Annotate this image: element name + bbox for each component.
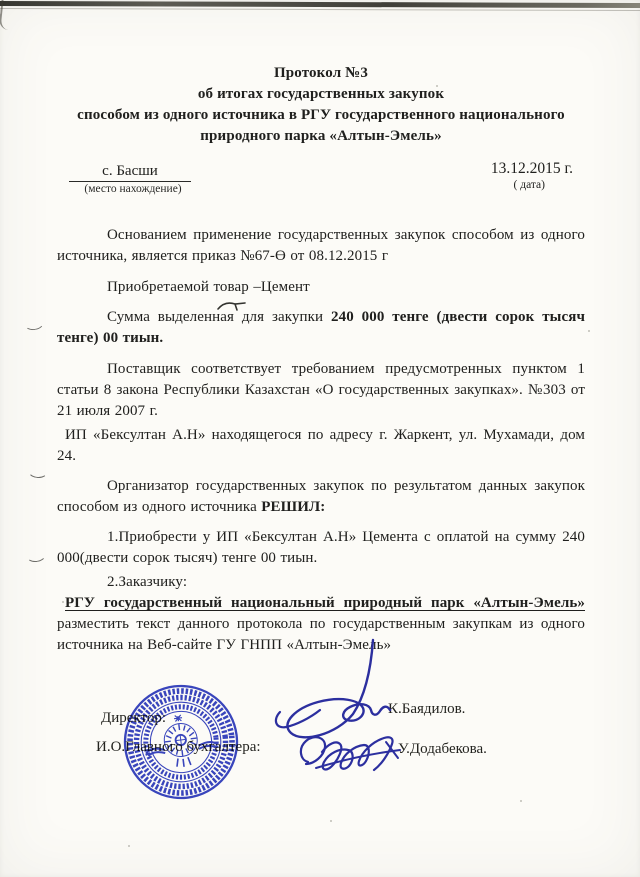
paragraph-decision-2 (57, 572, 585, 593)
paragraph-supplier-address (57, 425, 585, 467)
place-caption: (место нахождение) (84, 183, 182, 195)
paragraphs (57, 225, 585, 656)
scan-edge-bar (0, 1, 640, 8)
title-line: природного парка «Алтын-Эмель» (200, 128, 442, 144)
paragraph-text: ИП «Бексултан А.Н» находящегося по адресу г. Жаркент, ул. Мухамади, дом 24. (57, 427, 585, 464)
place-date-row (57, 162, 585, 204)
title-line: способом из одного источника в РГУ государственного национального (77, 107, 565, 123)
official-round-stamp (121, 682, 241, 802)
director-name: К.Баядилов. (388, 701, 466, 717)
paragraph-goods (57, 277, 585, 298)
paragraph-text: 1.Приобрести у ИП «Бексултан А.Н» Цемента с оплатой на сумму 240 000(двести сорок тысяч) тенге 00 тиын. (57, 529, 585, 566)
paragraph-text: Организатор государственных закупок по результатом данных закупок способом из одного источника (57, 478, 585, 515)
paragraph-text: Сумма выделенная для закупки (107, 309, 331, 325)
paragraph-organizer (57, 476, 585, 518)
date-value: 13.12.2015 г. (490, 160, 573, 177)
scan-corner-shadow (0, 0, 18, 31)
place-value: с. Басши (69, 162, 191, 182)
director-signature-ink (272, 596, 422, 741)
paragraph-text: разместить текст данного протокола по государственным закупкам из одного источника на Веб-сайте ГУ ГНПП «Алтын-Эмель» (57, 616, 585, 653)
accountant-signature-ink (294, 728, 406, 778)
director-label: Директор: (101, 710, 167, 726)
paragraph-text-bold: РЕШИЛ: (261, 499, 326, 515)
paragraph-sum (57, 307, 585, 349)
paragraph-text-bold: 240 000 тенге (двести сорок тысяч тенге) 00 тиын. (57, 309, 586, 346)
accountant-name: У.Додабекова. (398, 741, 487, 757)
scan-artifact-mark (23, 315, 45, 332)
document-body (57, 57, 585, 656)
paragraph-text: 2.Заказчику: (107, 574, 188, 590)
scan-artifact-mark (25, 547, 46, 563)
paragraph-basis (57, 225, 585, 267)
document-title (57, 63, 585, 147)
paragraph-text: Поставщик соответствует требованием предусмотренных пунктом 1 статьи 8 закона Республики Казахстан «О государственных закупках». №303 от 21 июля 2007 г. (57, 361, 585, 419)
paragraph-supplier-law (57, 359, 585, 422)
paragraph-decision-1 (57, 527, 585, 569)
paragraph-text: Основанием применение государственных закупок способом из одного источника, является приказ №67-Ө от 08.12.2015 г (57, 227, 585, 264)
paragraph-text-bold-underline: РГУ государственный национальный природный парк «Алтын-Эмель» (65, 595, 585, 611)
title-line: об итогах государственных закупок (197, 86, 445, 102)
title-line: Протокол №3 (273, 65, 369, 81)
scan-artifact-mark (28, 463, 49, 478)
accountant-label: И.О.Главного бухгалтера: (96, 739, 261, 755)
paragraph-text: Приобретаемой товар –Цемент (107, 279, 310, 295)
handwritten-correction-mark (215, 299, 249, 313)
scan-edge-line (0, 8, 640, 11)
date-caption: ( дата) (513, 179, 545, 191)
